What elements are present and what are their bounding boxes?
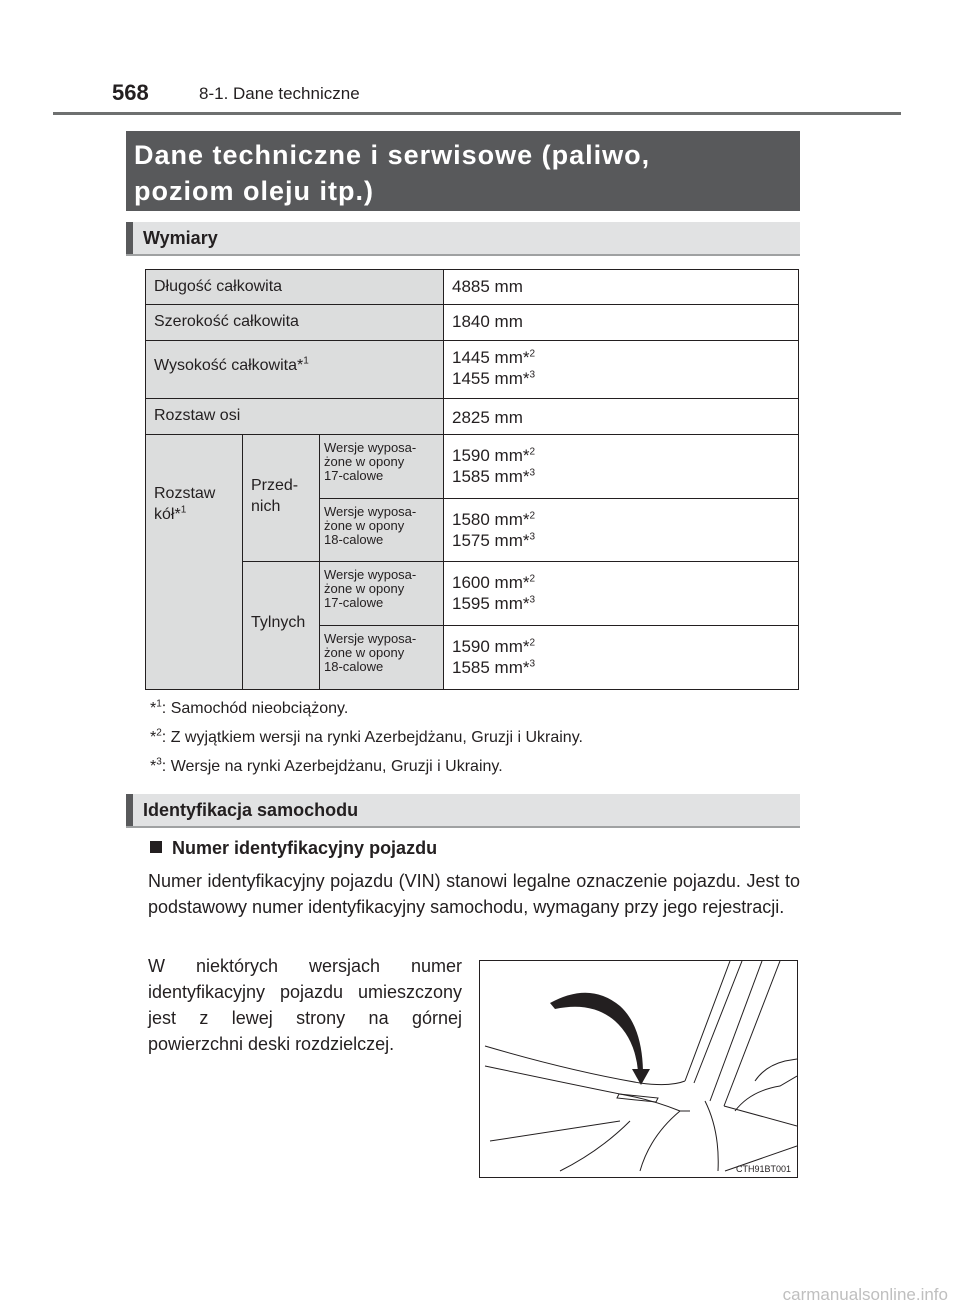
table-cell-label: Szerokość całkowita bbox=[146, 305, 444, 341]
table-row bbox=[146, 341, 799, 399]
dimensions-table bbox=[145, 269, 799, 690]
footnote-3: *$^3$: Wersje na rynki Azerbejdżanu, Gruzji i Ukrainy. bbox=[150, 756, 503, 775]
table-row bbox=[146, 399, 799, 435]
table-cell-label: Rozstaw osi bbox=[146, 399, 444, 435]
dimensions-heading bbox=[126, 222, 800, 256]
footnote-1: *$^1$: Samochód nieobciążony. bbox=[150, 698, 349, 717]
vin-location-illustration bbox=[479, 960, 798, 1178]
dimensions-heading-text: Wymiary bbox=[143, 228, 218, 248]
footnote-2: *$^2$: Z wyjątkiem wersji na rynki Azerbejdżanu, Gruzji i Ukrainy. bbox=[150, 727, 583, 746]
table-cell-value: 2825 mm bbox=[444, 399, 799, 435]
table-cell-value: 1840 mm bbox=[444, 305, 799, 341]
table-row bbox=[146, 562, 799, 626]
table-row bbox=[146, 435, 799, 499]
table-cell-value: 1445 mm*$^2$ 1455 mm*$^3$ bbox=[444, 341, 799, 399]
vin-heading: Numer identyfikacyjny pojazdu bbox=[150, 838, 437, 859]
page-title-line2: poziom oleju itp.) bbox=[134, 176, 374, 206]
page-title-line1: Dane techniczne i serwisowe (paliwo, bbox=[134, 140, 651, 170]
table-cell-value: 1580 mm*$^2$ 1575 mm*$^3$ bbox=[444, 499, 799, 562]
track-label: Rozstaw kół*$^1$ bbox=[146, 435, 243, 690]
header-rule bbox=[53, 112, 901, 115]
table-cell-value: 1590 mm*$^2$ 1585 mm*$^3$ bbox=[444, 626, 799, 690]
illustration-code: CTH91BT001 bbox=[735, 1164, 791, 1174]
track-rear-label: Tylnych bbox=[243, 562, 320, 690]
page-number: 568 bbox=[112, 80, 149, 105]
vin-paragraph: Numer identyfikacyjny pojazdu (VIN) stanowi legalne oznaczenie pojazdu. Jest to podstawowy numer identyfikacyjny samochodu, wymagany przy jego rejestracji. bbox=[148, 871, 800, 917]
dashboard-drawing bbox=[480, 961, 797, 1177]
tire-size-label: Wersje wyposa- żone w opony 18-calowe bbox=[320, 626, 444, 690]
identification-heading bbox=[126, 794, 800, 828]
tire-size-label: Wersje wyposa- żone w opony 17-calowe bbox=[320, 435, 444, 499]
table-cell-value: 1600 mm*$^2$ 1595 mm*$^3$ bbox=[444, 562, 799, 626]
watermark: carmanualsonline.info bbox=[782, 1285, 948, 1304]
square-bullet-icon bbox=[150, 841, 162, 853]
arrow-head-icon bbox=[632, 1069, 650, 1085]
pointer-arrow-icon bbox=[550, 993, 643, 1071]
table-row bbox=[146, 305, 799, 341]
section-reference: 8-1. Dane techniczne bbox=[199, 84, 360, 103]
page-title bbox=[126, 131, 800, 211]
table-cell-value: 1590 mm*$^2$ 1585 mm*$^3$ bbox=[444, 435, 799, 499]
table-cell-label: Wysokość całkowita*$^1$ bbox=[146, 341, 444, 399]
table-cell-value: 4885 mm bbox=[444, 270, 799, 305]
vin-location-paragraph: W niektórych wersjach numer identyfikacyjny pojazdu umieszczony jest z lewej strony na górnej powierzchni deski rozdzielczej. bbox=[148, 956, 462, 1054]
track-front-label: Przed- nich bbox=[243, 435, 320, 562]
table-cell-label: Długość całkowita bbox=[146, 270, 444, 305]
tire-size-label: Wersje wyposa- żone w opony 17-calowe bbox=[320, 562, 444, 626]
tire-size-label: Wersje wyposa- żone w opony 18-calowe bbox=[320, 499, 444, 562]
table-row bbox=[146, 270, 799, 305]
identification-heading-text: Identyfikacja samochodu bbox=[143, 800, 359, 820]
